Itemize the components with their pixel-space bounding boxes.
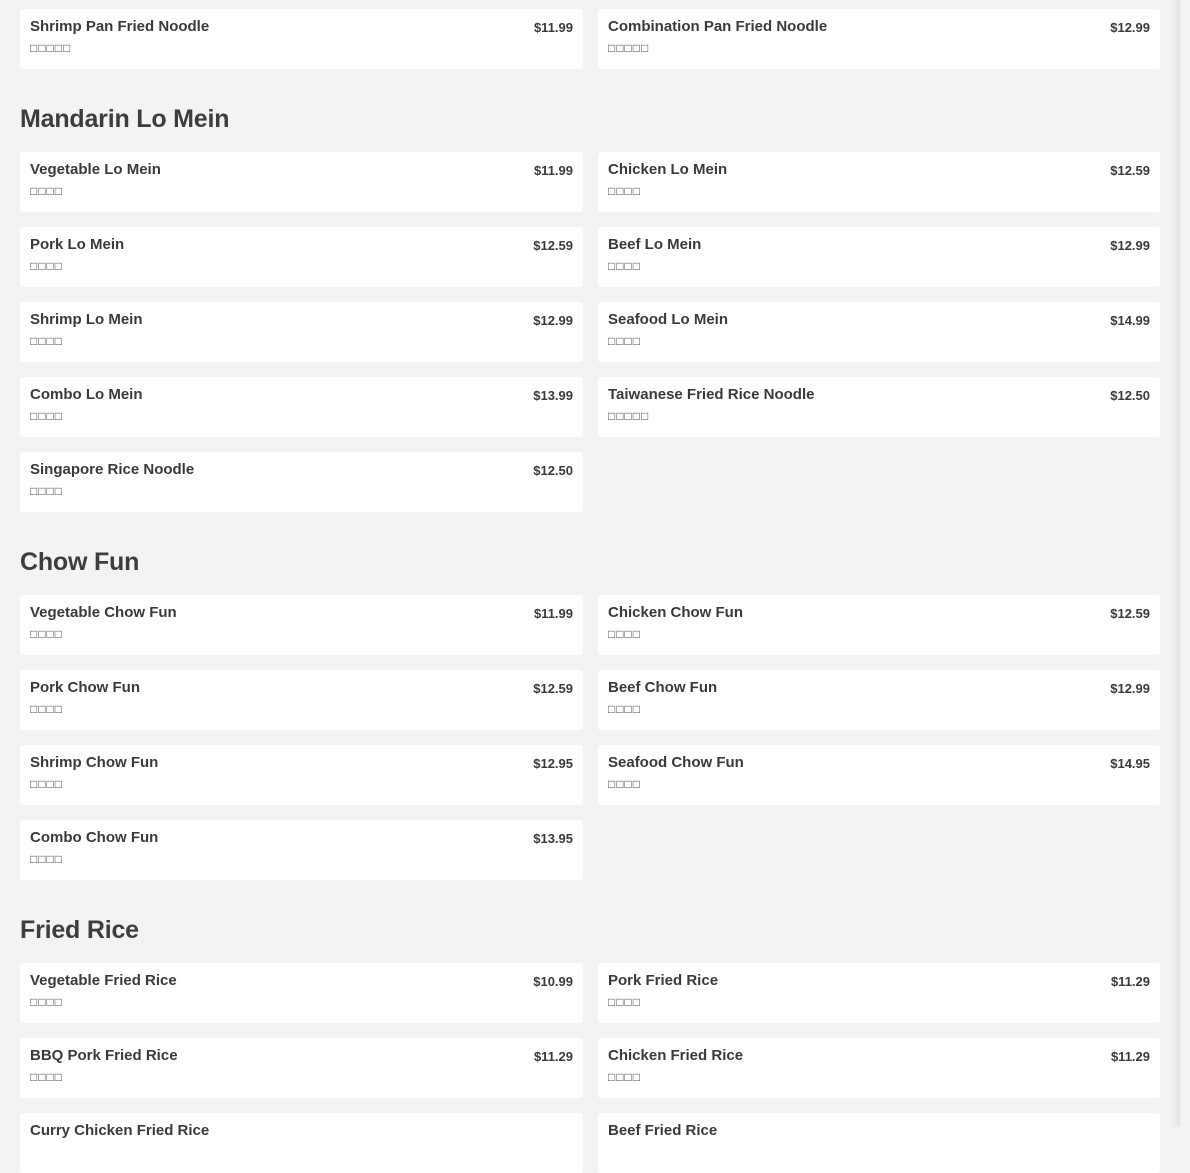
menu-item-card[interactable] bbox=[20, 9, 583, 69]
menu-item-name: Seafood Chow Fun bbox=[608, 754, 744, 771]
menu-item-name: Shrimp Lo Mein bbox=[30, 311, 143, 328]
menu-item-name: Curry Chicken Fried Rice bbox=[30, 1122, 210, 1139]
menu-item-card[interactable] bbox=[598, 227, 1160, 287]
menu-item-chinese-name: □□□□ bbox=[608, 777, 641, 791]
menu-item-name: Chicken Lo Mein bbox=[608, 161, 728, 178]
menu-item-price: $12.50 bbox=[533, 463, 573, 478]
menu-item-chinese-name: □□□□□ bbox=[30, 41, 72, 55]
menu-item-price: $11.99 bbox=[533, 606, 573, 621]
menu-item-price: $14.99 bbox=[1110, 313, 1150, 328]
menu-item-chinese-name: □□□□ bbox=[30, 995, 63, 1009]
menu-item-chinese-name: □□□□ bbox=[30, 852, 63, 866]
menu-item-name: Pork Chow Fun bbox=[30, 679, 140, 696]
menu-item-chinese-name: □□□□ bbox=[30, 184, 63, 198]
menu-item-chinese-name: □□□□ bbox=[30, 409, 63, 423]
menu-item-card[interactable] bbox=[598, 302, 1160, 362]
menu-item-card[interactable] bbox=[20, 745, 583, 805]
menu-item-name: Combination Pan Fried Noodle bbox=[608, 18, 828, 35]
menu-item-name: Taiwanese Fried Rice Noodle bbox=[608, 386, 815, 403]
menu-item-card[interactable] bbox=[598, 9, 1160, 69]
menu-item-card[interactable] bbox=[20, 227, 583, 287]
menu-item-chinese-name: □□□□ bbox=[608, 334, 641, 348]
menu-item-name: Vegetable Lo Mein bbox=[30, 161, 161, 178]
menu-item-price: $13.95 bbox=[533, 831, 573, 846]
menu-item-name: Beef Lo Mein bbox=[608, 236, 702, 253]
section-heading: Fried Rice bbox=[20, 916, 139, 944]
menu-item-price: $12.99 bbox=[1110, 20, 1150, 35]
menu-item-card[interactable] bbox=[598, 1113, 1160, 1173]
menu-item-price: $12.95 bbox=[533, 756, 573, 771]
menu-item-chinese-name: □□□□ bbox=[608, 259, 641, 273]
menu-item-card[interactable] bbox=[598, 745, 1160, 805]
menu-item-price: $11.99 bbox=[533, 20, 573, 35]
menu-item-chinese-name: □□□□□ bbox=[608, 41, 650, 55]
menu-item-name: Singapore Rice Noodle bbox=[30, 461, 195, 478]
menu-item-card[interactable] bbox=[20, 377, 583, 437]
menu-item-name: Chicken Fried Rice bbox=[608, 1047, 744, 1064]
menu-item-chinese-name: □□□□ bbox=[30, 702, 63, 716]
menu-item-price: $12.50 bbox=[1110, 388, 1150, 403]
menu-item-name: Beef Fried Rice bbox=[608, 1122, 718, 1139]
menu-item-name: Beef Chow Fun bbox=[608, 679, 718, 696]
menu-item-chinese-name: □□□□ bbox=[30, 334, 63, 348]
menu-item-price: $12.59 bbox=[533, 681, 573, 696]
menu-item-name: BBQ Pork Fried Rice bbox=[30, 1047, 178, 1064]
menu-item-price: $14.95 bbox=[1110, 756, 1150, 771]
menu-item-card[interactable] bbox=[20, 595, 583, 655]
menu-item-chinese-name: □□□□ bbox=[30, 1070, 63, 1084]
menu-item-price: $12.59 bbox=[533, 238, 573, 253]
menu-item-card[interactable] bbox=[598, 595, 1160, 655]
menu-item-price: $10.99 bbox=[533, 974, 573, 989]
menu-item-name: Seafood Lo Mein bbox=[608, 311, 728, 328]
menu-item-card[interactable] bbox=[20, 670, 583, 730]
menu-item-chinese-name: □□□□□ bbox=[608, 409, 650, 423]
menu-item-chinese-name: □□□□ bbox=[30, 484, 63, 498]
menu-item-name: Shrimp Pan Fried Noodle bbox=[30, 18, 210, 35]
menu-item-name: Pork Fried Rice bbox=[608, 972, 719, 989]
menu-item-chinese-name: □□□□ bbox=[608, 627, 641, 641]
menu-item-chinese-name: □□□□ bbox=[608, 1070, 641, 1084]
menu-item-card[interactable] bbox=[20, 302, 583, 362]
menu-item-price: $11.29 bbox=[1110, 1049, 1150, 1064]
scrollbar-track[interactable] bbox=[1170, 0, 1180, 1127]
menu-item-card[interactable] bbox=[20, 820, 583, 880]
menu-item-price: $11.29 bbox=[533, 1049, 573, 1064]
menu-item-price: $12.99 bbox=[1110, 238, 1150, 253]
menu-item-name: Shrimp Chow Fun bbox=[30, 754, 159, 771]
menu-item-card[interactable] bbox=[20, 152, 583, 212]
menu-item-card[interactable] bbox=[20, 963, 583, 1023]
menu-item-card[interactable] bbox=[598, 1038, 1160, 1098]
menu-item-chinese-name: □□□□ bbox=[30, 777, 63, 791]
menu-item-price: $12.59 bbox=[1110, 606, 1150, 621]
menu-item-name: Combo Lo Mein bbox=[30, 386, 143, 403]
menu-item-name: Pork Lo Mein bbox=[30, 236, 125, 253]
menu-item-card[interactable] bbox=[20, 1038, 583, 1098]
menu-item-name: Vegetable Chow Fun bbox=[30, 604, 177, 621]
menu-item-name: Chicken Chow Fun bbox=[608, 604, 743, 621]
menu-item-chinese-name: □□□□ bbox=[608, 184, 641, 198]
menu-item-card[interactable] bbox=[20, 1113, 583, 1173]
menu-item-card[interactable] bbox=[598, 152, 1160, 212]
menu-item-price: $13.99 bbox=[533, 388, 573, 403]
menu-item-card[interactable] bbox=[20, 452, 583, 512]
section-heading: Mandarin Lo Mein bbox=[20, 105, 230, 133]
menu-item-chinese-name: □□□□ bbox=[30, 627, 63, 641]
menu-item-card[interactable] bbox=[598, 670, 1160, 730]
menu-item-card[interactable] bbox=[598, 377, 1160, 437]
menu-item-price: $12.99 bbox=[533, 313, 573, 328]
menu-item-price: $12.99 bbox=[1110, 681, 1150, 696]
section-heading: Chow Fun bbox=[20, 548, 140, 576]
menu-item-price: $11.99 bbox=[533, 163, 573, 178]
menu-item-chinese-name: □□□□ bbox=[608, 995, 641, 1009]
menu-item-name: Combo Chow Fun bbox=[30, 829, 159, 846]
menu-item-card[interactable] bbox=[598, 963, 1160, 1023]
menu-item-chinese-name: □□□□ bbox=[30, 259, 63, 273]
menu-item-price: $12.59 bbox=[1110, 163, 1150, 178]
menu-item-chinese-name: □□□□ bbox=[608, 702, 641, 716]
menu-item-price: $11.29 bbox=[1110, 974, 1150, 989]
menu-item-name: Vegetable Fried Rice bbox=[30, 972, 177, 989]
